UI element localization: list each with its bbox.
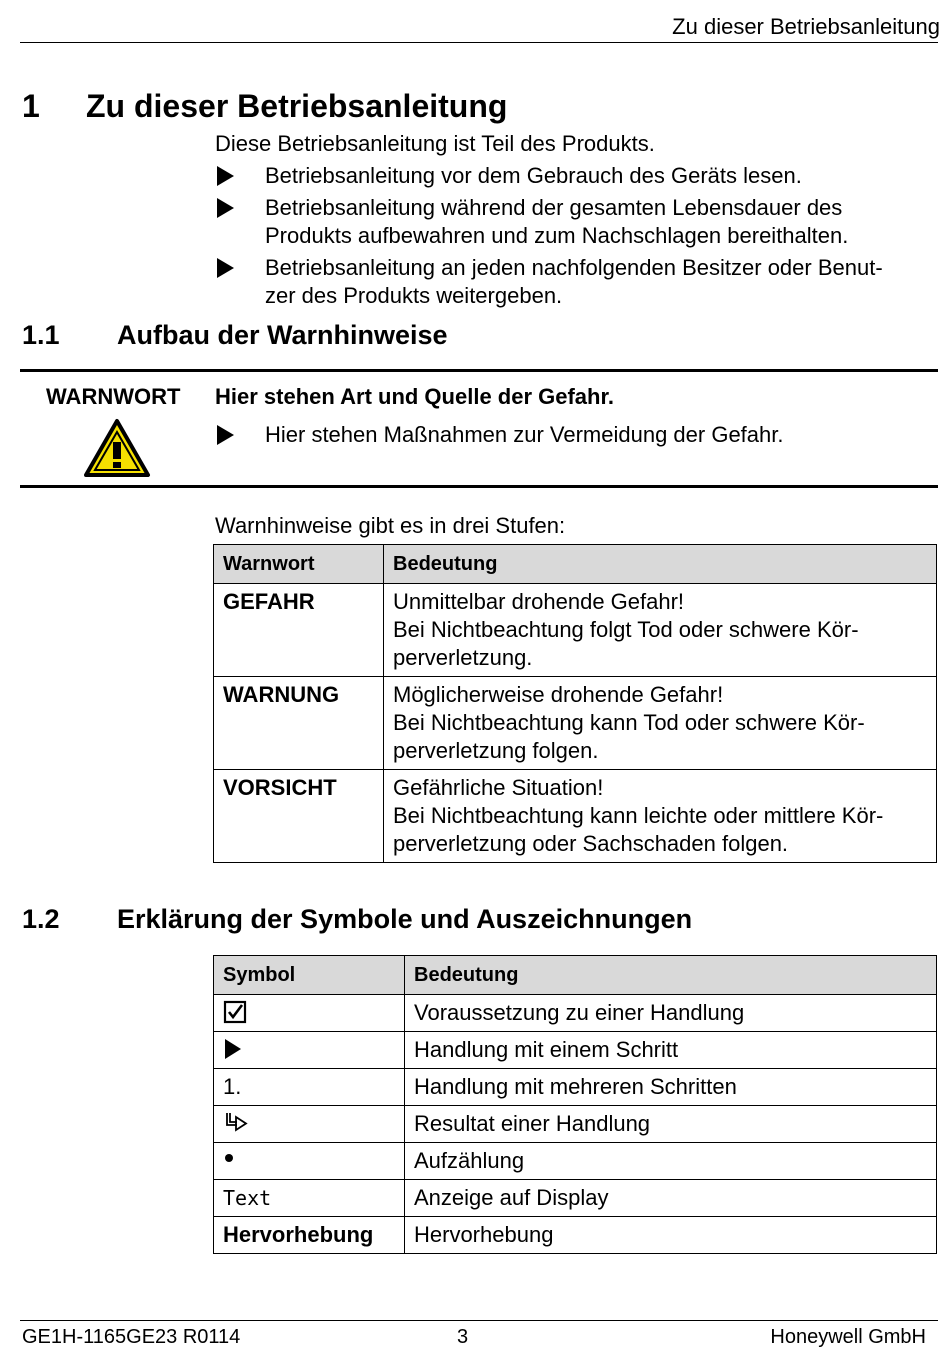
warnbox-bottom-rule [20,485,938,488]
table-row [214,995,937,1032]
meaning-cell: Resultat einer Handlung [405,1106,937,1143]
company-name: Honeywell GmbH [770,1326,926,1348]
section-number: 1 [22,88,40,124]
footer-rule [20,1320,938,1321]
bullet-dot-icon [223,1148,237,1173]
column-header: Bedeutung [405,956,937,995]
checkbox-icon [223,1000,247,1025]
symbol-cell [214,1143,405,1180]
meaning-cell: Handlung mit mehreren Schritten [405,1069,937,1106]
table-row [214,1069,937,1106]
list-item: Betriebsanleitung während der gesamten Lebensdauer des Produkts aufbewahren und zum Nachschlagen bereithalten. [265,195,849,248]
table-row [214,1106,937,1143]
symbol-cell: 1. [214,1069,405,1106]
running-header: Zu dieser Betriebsanleitung [672,14,940,39]
section-title: Erklärung der Symbole und Auszeichnungen [117,904,693,934]
list-item: Betriebsanleitung an jeden nachfolgenden Besitzer oder Benut- zer des Produkts weitergeben. [265,255,883,308]
meaning-cell: Aufzählung [405,1143,937,1180]
table-row [214,677,937,770]
symbol-cell: Hervorhebung [214,1217,405,1254]
section-number: 1.1 [22,320,60,350]
page-number: 3 [457,1326,469,1348]
triangle-right-icon [223,1037,243,1062]
step-triangle-icon [217,198,234,218]
table-header-row [214,956,937,995]
meaning-cell: Hervorhebung [405,1217,937,1254]
table-row [214,1032,937,1069]
signal-word-cell: WARNUNG [214,677,384,770]
measure-text: Hier stehen Maßnahmen zur Vermeidung der Gefahr. [265,422,784,447]
header-rule [20,42,938,43]
meaning-cell: Gefährliche Situation! Bei Nichtbeachtung kann leichte oder mittlere Kör- perverletzung oder Sachschaden folgen. [384,770,937,863]
table-row [214,1217,937,1254]
meaning-cell: Anzeige auf Display [405,1180,937,1217]
signal-word: WARNWORT [46,384,181,409]
intro-text: Diese Betriebsanleitung ist Teil des Produkts. [215,131,655,156]
list-item: Betriebsanleitung vor dem Gebrauch des Geräts lesen. [265,163,802,188]
hazard-text: Hier stehen Art und Quelle der Gefahr. [215,384,614,409]
table-row [214,1180,937,1217]
table-row [214,1143,937,1180]
table-header-row [214,545,937,584]
step-triangle-icon [217,258,234,278]
symbol-cell [214,1032,405,1069]
column-header: Bedeutung [384,545,937,584]
section-title: Aufbau der Warnhinweise [117,320,448,350]
warnbox-top-rule [20,369,938,372]
column-header: Symbol [214,956,405,995]
symbol-cell: Text [214,1180,405,1217]
symbols-table [213,955,937,1254]
meaning-cell: Handlung mit einem Schritt [405,1032,937,1069]
symbol-cell [214,1106,405,1143]
levels-intro: Warnhinweise gibt es in drei Stufen: [215,513,566,538]
column-header: Warnwort [214,545,384,584]
meaning-cell: Unmittelbar drohende Gefahr! Bei Nichtbeachtung folgt Tod oder schwere Kör- perverletzung. [384,584,937,677]
page-title: Zu dieser Betriebsanleitung [86,88,508,124]
step-triangle-icon [217,166,234,186]
meaning-cell: Möglicherweise drohende Gefahr! Bei Nichtbeachtung kann Tod oder schwere Kör- perverletzung folgen. [384,677,937,770]
symbol-cell [214,995,405,1032]
warning-levels-table [213,544,937,863]
meaning-cell: Voraussetzung zu einer Handlung [405,995,937,1032]
step-triangle-icon [217,425,234,445]
table-row [214,584,937,677]
section-number: 1.2 [22,904,60,934]
table-row [214,770,937,863]
warning-triangle-icon [83,418,151,483]
doc-id: GE1H-1165GE23 R0114 [22,1326,241,1348]
signal-word-cell: VORSICHT [214,770,384,863]
signal-word-cell: GEFAHR [214,584,384,677]
result-arrow-icon [223,1111,249,1136]
